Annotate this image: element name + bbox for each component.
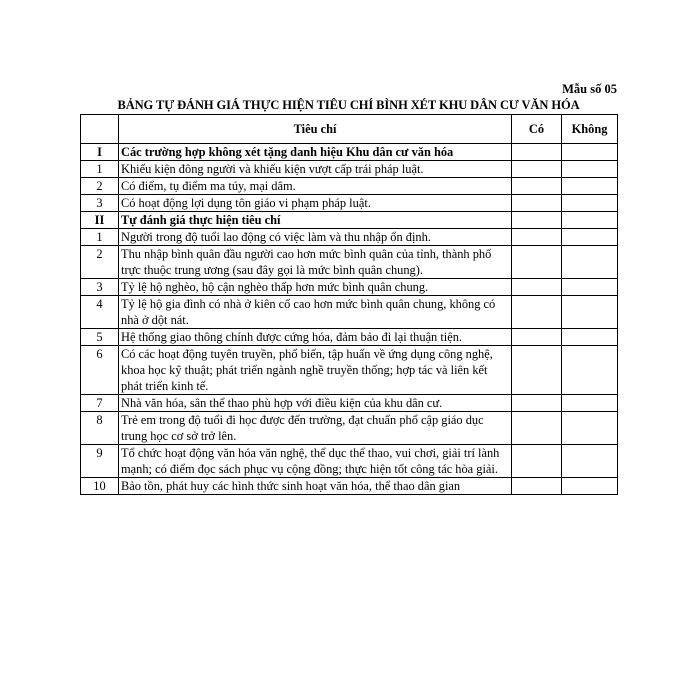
yes-cell[interactable] [512, 296, 562, 329]
criterion-text: Tổ chức hoạt động văn hóa văn nghệ, thể dục thể thao, vui chơi, giải trí lành mạnh; có điểm đọc sách phục vụ cộng đồng; thực hiện tốt công tác hòa giải. [119, 445, 512, 478]
table-row [81, 412, 618, 445]
no-cell[interactable] [562, 395, 618, 412]
document-title: BẢNG TỰ ĐÁNH GIÁ THỰC HIỆN TIÊU CHÍ BÌNH XÉT KHU DÂN CƯ VĂN HÓA [117, 98, 580, 112]
row-number: 5 [81, 329, 119, 346]
no-cell[interactable] [562, 246, 618, 279]
row-number: I [81, 144, 119, 161]
criterion-text: Có điểm, tụ điểm ma túy, mại dâm. [119, 178, 512, 195]
table-row [81, 178, 618, 195]
yes-cell[interactable] [512, 412, 562, 445]
no-cell[interactable] [562, 178, 618, 195]
table-row [81, 195, 618, 212]
table-row [81, 346, 618, 395]
criterion-text: Có các hoạt động tuyên truyền, phổ biến, tập huấn về ứng dụng công nghệ, khoa học kỹ thuật; phát triển ngành nghề truyền thống; hợp tác và liên kết phát triển kinh tế. [119, 346, 512, 395]
header-no: Không [562, 115, 618, 144]
section-row [81, 144, 618, 161]
yes-cell[interactable] [512, 161, 562, 178]
criterion-text: Nhà văn hóa, sân thể thao phù hợp với điều kiện của khu dân cư. [119, 395, 512, 412]
no-cell[interactable] [562, 478, 618, 495]
criterion-text: Khiếu kiện đông người và khiếu kiện vượt cấp trái pháp luật. [119, 161, 512, 178]
row-number: 1 [81, 229, 119, 246]
criterion-text: Thu nhập bình quân đầu người cao hơn mức bình quân của tỉnh, thành phố trực thuộc trung ương (sau đây gọi là mức bình quân chung). [119, 246, 512, 279]
table-header-row [81, 115, 618, 144]
row-number: 3 [81, 195, 119, 212]
table-row [81, 279, 618, 296]
yes-cell[interactable] [512, 212, 562, 229]
no-cell[interactable] [562, 212, 618, 229]
criterion-text: Tỷ lệ hộ nghèo, hộ cận nghèo thấp hơn mức bình quân chung. [119, 279, 512, 296]
no-cell[interactable] [562, 445, 618, 478]
header-criteria: Tiêu chí [119, 115, 512, 144]
criterion-text: Có hoạt động lợi dụng tôn giáo vi phạm pháp luật. [119, 195, 512, 212]
yes-cell[interactable] [512, 329, 562, 346]
section-title: Các trường hợp không xét tặng danh hiệu Khu dân cư văn hóa [119, 144, 512, 161]
yes-cell[interactable] [512, 178, 562, 195]
table-body [81, 144, 618, 495]
row-number: 9 [81, 445, 119, 478]
section-row [81, 212, 618, 229]
yes-cell[interactable] [512, 445, 562, 478]
yes-cell[interactable] [512, 395, 562, 412]
yes-cell[interactable] [512, 346, 562, 395]
criterion-text: Hệ thống giao thông chính được cứng hóa, đảm bảo đi lại thuận tiện. [119, 329, 512, 346]
no-cell[interactable] [562, 329, 618, 346]
criterion-text: Trẻ em trong độ tuổi đi học được đến trường, đạt chuẩn phổ cập giáo dục trung học cơ sở trở lên. [119, 412, 512, 445]
yes-cell[interactable] [512, 246, 562, 279]
form-code: Mẫu số 05 [562, 82, 617, 96]
criteria-table [80, 114, 618, 495]
no-cell[interactable] [562, 161, 618, 178]
no-cell[interactable] [562, 346, 618, 395]
no-cell[interactable] [562, 296, 618, 329]
no-cell[interactable] [562, 279, 618, 296]
yes-cell[interactable] [512, 195, 562, 212]
yes-cell[interactable] [512, 478, 562, 495]
table-row [81, 296, 618, 329]
row-number: 6 [81, 346, 119, 395]
row-number: 1 [81, 161, 119, 178]
row-number: 8 [81, 412, 119, 445]
table-row [81, 329, 618, 346]
row-number: 2 [81, 246, 119, 279]
yes-cell[interactable] [512, 144, 562, 161]
row-number: 3 [81, 279, 119, 296]
row-number: II [81, 212, 119, 229]
table-row [81, 246, 618, 279]
row-number: 2 [81, 178, 119, 195]
table-row [81, 229, 618, 246]
row-number: 4 [81, 296, 119, 329]
no-cell[interactable] [562, 412, 618, 445]
header-number [81, 115, 119, 144]
yes-cell[interactable] [512, 279, 562, 296]
table-row [81, 395, 618, 412]
no-cell[interactable] [562, 144, 618, 161]
no-cell[interactable] [562, 229, 618, 246]
row-number: 7 [81, 395, 119, 412]
header-yes: Có [512, 115, 562, 144]
row-number: 10 [81, 478, 119, 495]
criterion-text: Người trong độ tuổi lao động có việc làm và thu nhập ổn định. [119, 229, 512, 246]
criterion-text: Tỷ lệ hộ gia đình có nhà ở kiên cố cao hơn mức bình quân chung, không có nhà ở dột nát. [119, 296, 512, 329]
yes-cell[interactable] [512, 229, 562, 246]
table-row [81, 161, 618, 178]
no-cell[interactable] [562, 195, 618, 212]
table-row [81, 478, 618, 495]
criterion-text: Bảo tồn, phát huy các hình thức sinh hoạt văn hóa, thể thao dân gian [119, 478, 512, 495]
section-title: Tự đánh giá thực hiện tiêu chí [119, 212, 512, 229]
table-row [81, 445, 618, 478]
